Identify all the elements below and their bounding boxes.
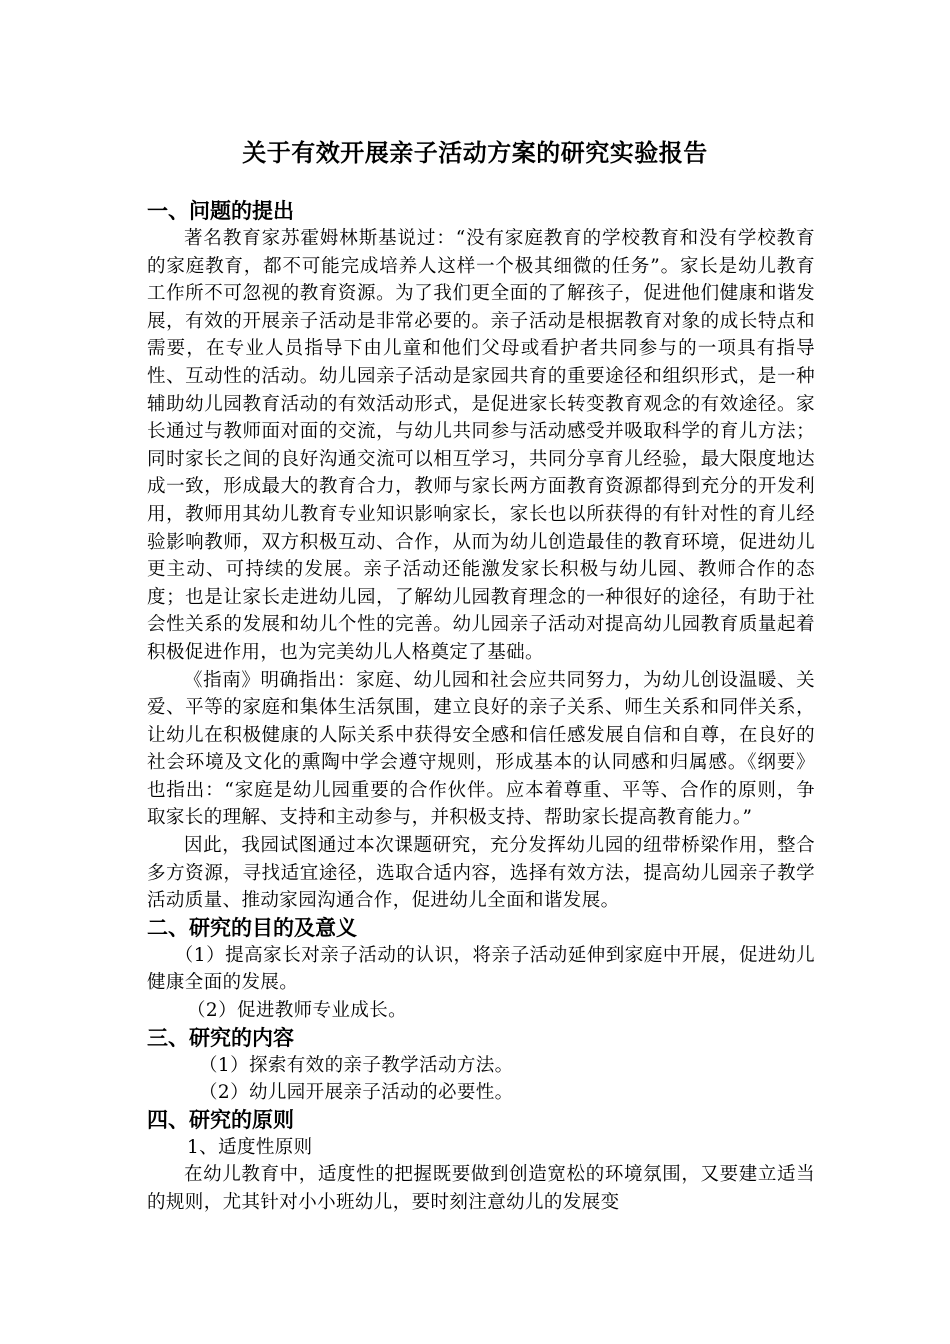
paragraph: 在幼儿教育中，适度性的把握既要做到创造宽松的环境氛围，又要建立适当的规则，尤其针对小小班幼儿，要时刻注意幼儿的发展变 [147, 1164, 815, 1213]
section-principles [147, 1107, 815, 1217]
section-heading: 三、研究的内容 [147, 1025, 294, 1050]
page-title: 关于有效开展亲子活动方案的研究实验报告 [242, 138, 708, 167]
section-heading: 一、问题的提出 [147, 199, 294, 223]
paragraph: 因此，我园试图通过本次课题研究，充分发挥幼儿园的纽带桥梁作用，整合多方资源，寻找适宜途径，选取合适内容，选择有效方法，提高幼儿园亲子教学活动质量、推动家园沟通合作，促进幼儿全面和谐发展。 [147, 835, 815, 912]
paragraph: 著名教育家苏霍姆林斯基说过：“没有家庭教育的学校教育和没有学校教育的家庭教育，都不可能完成培养人这样一个极其细微的任务”。家长是幼儿教育工作所不可忽视的教育资源。为了我们更全面的了解孩子，促进他们健康和谐发展，有效的开展亲子活动是非常必要的。亲子活动是根据教育对象的成长特点和需要，在专业人员指导下由儿童和他们父母或看护者共同参与的一项具有指导性、互动性的活动。幼儿园亲子活动是家园共育的重要途径和组织形式，是一种辅助幼儿园教育活动的有效活动形式，是促进家长转变教育观念的有效途径。家长通过与教师面对面的交流，与幼儿共同参与活动感受并吸取科学的育儿方法；同时家长之间的良好沟通交流可以相互学习，共同分享育儿经验，最大限度地达成一致，形成最大的教育合力，教师与家长两方面教育资源都得到充分的开发利用，教师用其幼儿教育专业知识影响家长，家长也以所获得的有针对性的育儿经验影响教师，双方积极互动、合作，从而为幼儿创造最佳的教育环境，促进幼儿更主动、可持续的发展。亲子活动还能激发家长积极与幼儿园、教师合作的态度；也是让家长走进幼儿园，了解幼儿园教育理念的一种很好的途径，有助于社会性关系的发展和幼儿个性的完善。幼儿园亲子活动对提高幼儿园教育质量起着积极促进作用，也为完美幼儿人格奠定了基础。 [147, 228, 815, 663]
subheading: 1、适度性原则 [187, 1136, 313, 1158]
section-purpose [147, 915, 815, 1025]
paragraph: 《指南》明确指出：家庭、幼儿园和社会应共同努力，为幼儿创设温暖、关爱、平等的家庭和集体生活氛围，建立良好的亲子关系、师生关系和同伴关系，让幼儿在积极健康的人际关系中获得安全感和信任感发展自信和自尊，在良好的社会环境及文化的熏陶中学会遵守规则，形成基本的认同感和归属感。《纲要》也指出：“家庭是幼儿园重要的合作伙伴。应本着尊重、平等、合作的原则，争取家长的理解、支持和主动参与，并积极支持、帮助家长提高教育能力。” [147, 669, 815, 829]
list-item: （1）提高家长对亲子活动的认识，将亲子活动延伸到家庭中开展，促进幼儿健康全面的发展。 [147, 944, 815, 994]
section-heading: 二、研究的目的及意义 [147, 915, 357, 940]
list-item: （2）幼儿园开展亲子活动的必要性。 [199, 1082, 514, 1104]
section-heading: 四、研究的原则 [147, 1107, 294, 1132]
document-body [147, 198, 815, 1217]
list-item: （2）促进教师专业成长。 [187, 1000, 408, 1022]
section-content [147, 1025, 815, 1107]
list-item: （1）探索有效的亲子教学活动方法。 [199, 1054, 514, 1076]
section-problem [147, 198, 815, 915]
